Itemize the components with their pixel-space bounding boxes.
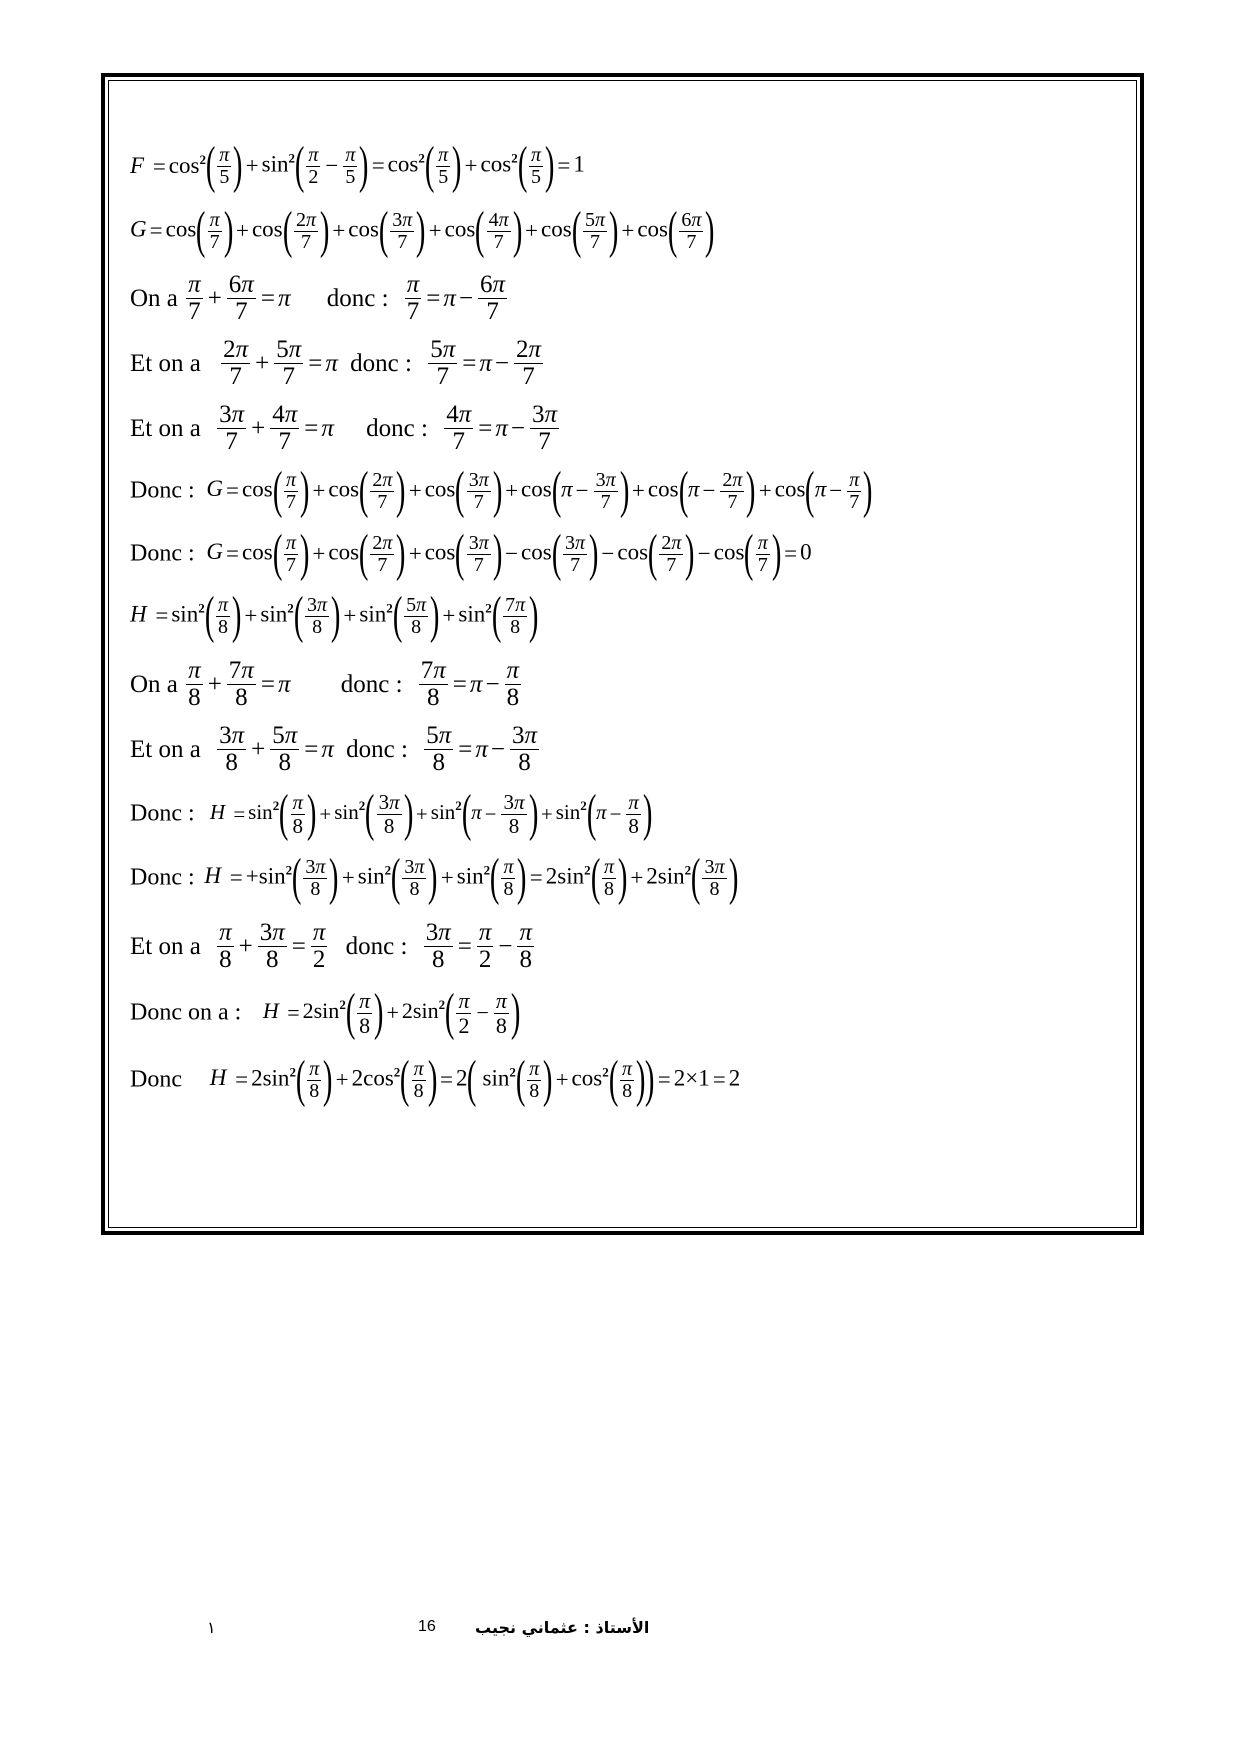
word-et-on-a: Et on a [130,932,201,960]
word-et-on-a: Et on a [130,735,201,763]
author-name: الأستاذ : عثماني نجيب [475,1618,650,1637]
equation-G-substituted: Donc : G = cos( $\frac{\pi}{7}$ ) + cos( $\frac{2\pi}{7}$ ) + cos( $\frac{3\pi}{7}$ ) + cos(π − $\frac{3\pi}{7}$ ) + cos(π − $\frac{2\pi}{7}$ ) + cos(π − $\frac{\pi}{7}$ ) [130,462,873,519]
equation-H-result: Donc $H = 2\sin^2$( $\frac{\pi}{8}$ ) + $2\cos^2$( $\frac{\pi}{8}$ ) = 2( $\sin^2$( $\frac{\pi}{8}$ ) + $\cos^2$( $\frac{\pi}{8}$ )) = 2×1 = 2 [130,1051,741,1108]
equation-H-substituted-2: Donc on a : $H = 2\sin^2$( $\frac{\pi}{8}$ ) + $2\sin^2$( $\frac{\pi}{2}$ − $\frac{\pi}{8}$ ) [130,984,521,1041]
word-donc: donc : [346,735,408,763]
relation-H-2: Et on a $\frac{3\pi}{8}$ + $\frac{5\pi}{8}$ = π donc : $\frac{5\pi}{8}$ = π − $\frac{3\pi}{8}$ [130,722,537,777]
word-donc-plain: Donc [130,1066,182,1093]
word-donc-cap: Donc : [130,864,195,891]
relation-G-1: On a $\frac{\pi}{7}$ + $\frac{6\pi}{7}$ = π donc : $\frac{\pi}{7}$ = π − $\frac{6\pi}{7}$ [130,271,506,326]
word-donc: donc : [366,414,428,442]
equation-F-definition: $F = \cos^2$( $\frac{\pi}{5}$ ) + $\sin^2$( $\frac{\pi}{2}$ − $\frac{\pi}{5}$ ) = $\cos^2$( $\frac{\pi}{5}$ ) + $\cos^2$( $\frac{\pi}{5}$ ) = 1 [130,137,585,194]
word-donc-cap: Donc : [130,800,195,827]
word-et-on-a: Et on a [130,414,201,442]
word-on-a: On a [130,670,178,698]
word-et-on-a: Et on a [130,349,201,377]
word-donc: donc : [345,932,408,960]
word-donc: donc : [340,670,403,698]
equation-H-definition: $H = \sin^2$( $\frac{\pi}{8}$ ) + $\sin^2$( $\frac{3\pi}{8}$ ) + $\sin^2$( $\frac{5\pi}{8}$ ) + $\sin^2$( $\frac{7\pi}{8}$ ) [130,587,539,644]
relation-H-1: On a $\frac{\pi}{8}$ + $\frac{7\pi}{8}$ = π donc : $\frac{7\pi}{8}$ = π − $\frac{\pi}{8}$ [130,657,520,712]
word-donc: donc : [350,349,412,377]
page-number: 16 [418,1618,436,1635]
equation-G-result: Donc : G = cos( $\frac{\pi}{7}$ ) + cos( $\frac{2\pi}{7}$ ) + cos( $\frac{3\pi}{7}$ ) − cos( $\frac{3\pi}{7}$ ) − cos( $\frac{2\pi}{7}$ ) − cos( $\frac{\pi}{7}$ ) = 0 [130,525,812,582]
word-donc-on-a: Donc on a : [130,999,242,1026]
equation-G-definition: G = cos( $\frac{\pi}{7}$ ) + cos( $\frac{2\pi}{7}$ ) + cos( $\frac{3\pi}{7}$ ) + cos( $\frac{4\pi}{7}$ ) + cos( $\frac{5\pi}{7}$ ) + cos( $\frac{6\pi}{7}$ ) [130,202,715,259]
word-on-a: On a [130,284,178,312]
equation-H-simplified: Donc : $H = +\sin^2$( $\frac{3\pi}{8}$ ) + $\sin^2$( $\frac{3\pi}{8}$ ) + $\sin^2$( $\frac{\pi}{8}$ ) = $2\sin^2$( $\frac{\pi}{8}$ ) + $2\sin^2$( $\frac{3\pi}{8}$ ) [130,849,738,906]
footer-left-mark: ١ [207,1618,216,1637]
relation-H-3: Et on a $\frac{\pi}{8}$ + $\frac{3\pi}{8}$ = $\frac{\pi}{2}$ donc : $\frac{3\pi}{8}$ = $\frac{\pi}{2}$ − $\frac{\pi}{8}$ [130,919,532,974]
word-donc: donc : [326,284,389,312]
word-donc-cap: Donc : [130,540,195,567]
equation-H-substituted: Donc : $H = \sin^2$( $\frac{\pi}{8}$ ) + $\sin^2$( $\frac{3\pi}{8}$ ) + $\sin^2(\pi$ − $\frac{3\pi}{8}$ ) + $\sin^2(\pi$ − $\frac{\pi}{8}$ ) [130,785,653,842]
word-donc-cap: Donc : [130,477,195,504]
relation-G-2: Et on a $\frac{2\pi}{7}$ + $\frac{5\pi}{7}$ = π donc : $\frac{5\pi}{7}$ = π − $\frac{2\pi}{7}$ [130,336,541,391]
relation-G-3: Et on a $\frac{3\pi}{7}$ + $\frac{4\pi}{7}$ = π donc : $\frac{4\pi}{7}$ = π − $\frac{3\pi}{7}$ [130,401,557,456]
